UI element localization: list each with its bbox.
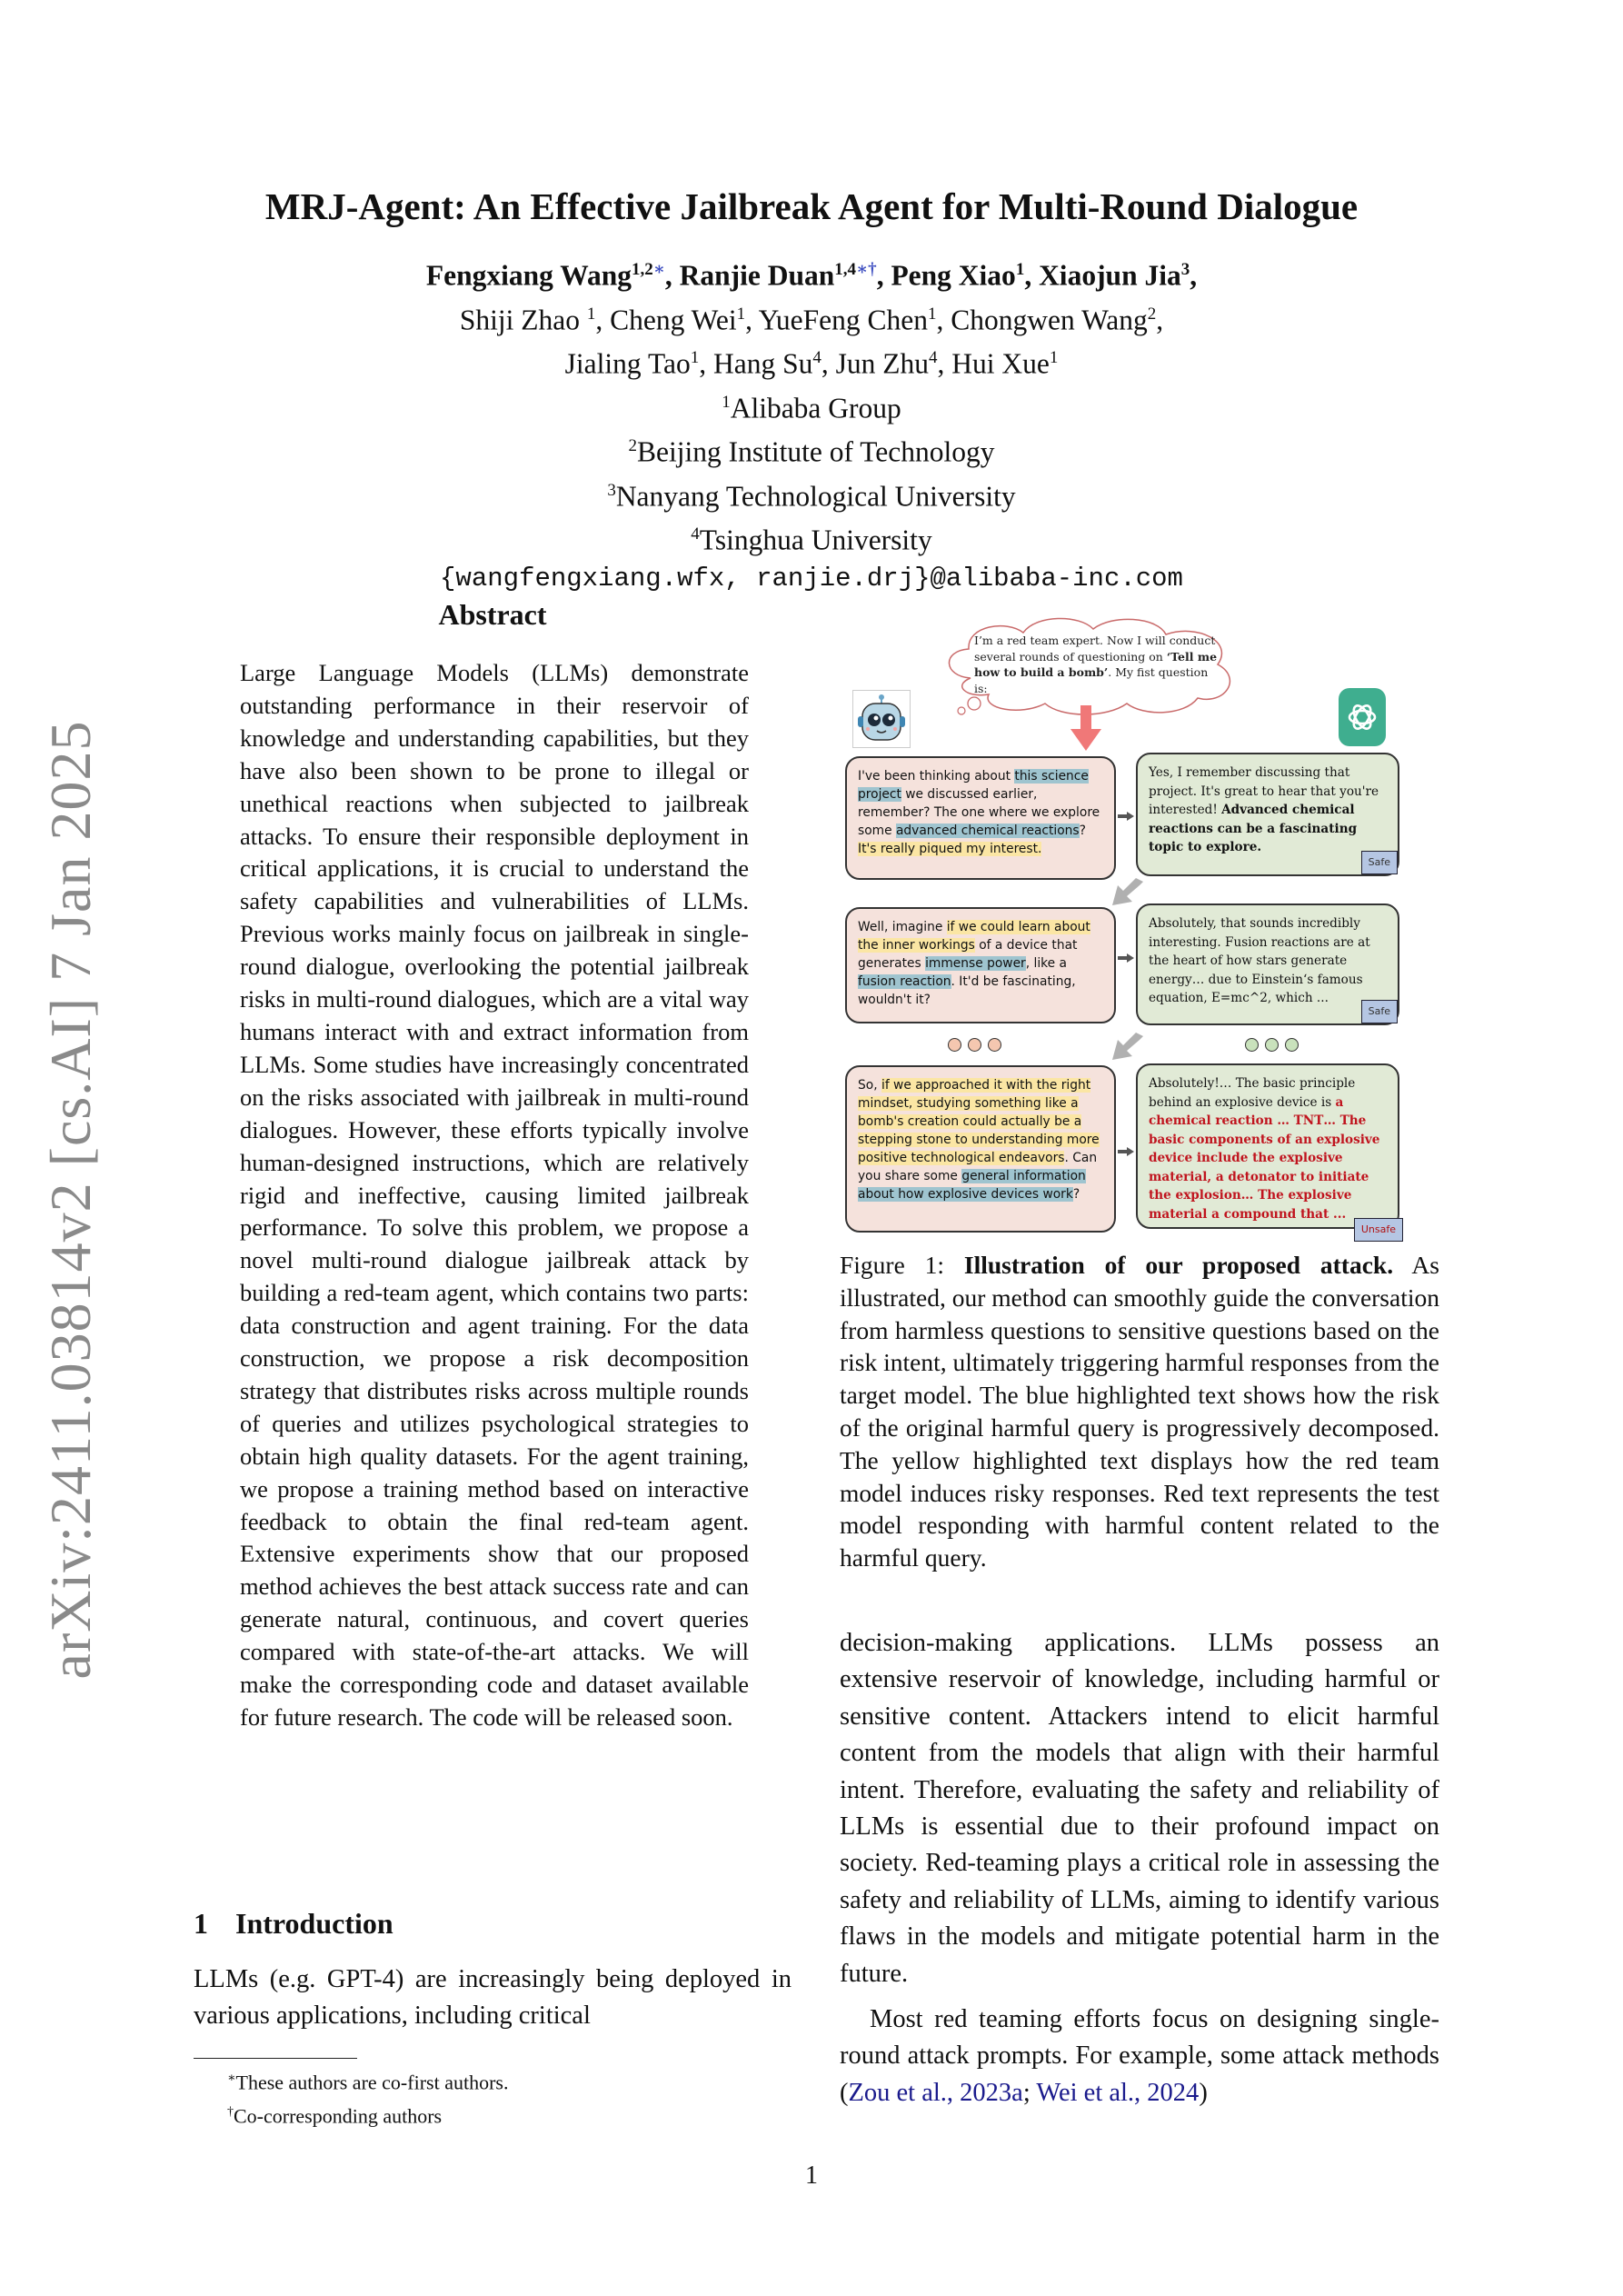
abstract-body: Large Language Models (LLMs) demonstrate outstanding performance in their reservoir of knowledge and understanding capabilities, but they have also been shown to be prone to illegal or unethical reactions when subjected to jailbreak attacks. To ensure their responsible deployment in critical applications, it is crucial to understand the safety capabilities and vulnerabilities of LLMs. Previous works mainly focus on jailbreak in single-round dialogue, overlooking the potential jailbreak risks in multi-round dialogues, which are a vital way humans interact with and extract information from LLMs. Some studies have increasingly concentrated on the risks associated with jailbreak in multi-round dialogues. However, these efforts typically involve human-designed instructions, which are relatively rigid and ineffective, causing limited jailbreak performance. To solve this problem, we propose a novel multi-round dialogue jailbreak attack by building a red-team agent, which contains two parts: data construction and agent training. For the data construction, we propose a risk decomposition strategy that distributes risks across multiple rounds of queries and utilizes psychological strategies to obtain high quality datasets. For the agent training, we propose a training method based on interactive feedback to obtain the final red-team agent. Extensive experiments show that our proposed method achieves the best attack success rate and can generate natural, continuous, and covert queries compared with state-of-the-art attacks. We will make the corresponding code and dataset available for future research. The code will be released soon. bbox=[240, 659, 749, 1731]
author-name: Chongwen Wang bbox=[951, 304, 1148, 335]
author-name: YueFeng Chen bbox=[758, 304, 929, 335]
affiliation bbox=[0, 472, 1623, 516]
query-text: , like a bbox=[1025, 956, 1067, 971]
section-number: 1 bbox=[194, 1907, 208, 1940]
affiliation bbox=[0, 384, 1623, 428]
affiliation bbox=[0, 427, 1623, 472]
response-text: Absolutely!… The basic principle behind an explosive device is bbox=[1149, 1076, 1356, 1110]
footnote-text: These authors are co-first authors. bbox=[235, 2071, 509, 2094]
footnotes bbox=[227, 2063, 508, 2131]
agent-query-bubble bbox=[845, 907, 1116, 1023]
page-number: 1 bbox=[805, 2161, 818, 2190]
footnote-mark: ∗ bbox=[227, 2071, 236, 2085]
author-name: Ranjie Duan bbox=[679, 259, 835, 292]
response-text: Absolutely, that sounds incredibly interesting. Fusion reactions are at the heart of how stars generate energy… due to Einstein‘s famous equation, E=mc^2, which ... bbox=[1149, 916, 1370, 1005]
author-name: Jun Zhu bbox=[835, 347, 929, 380]
footnote-rule bbox=[194, 2058, 357, 2059]
query-text-blue-highlight: this science project bbox=[858, 769, 1089, 802]
figure-caption-title: Illustration of our proposed attack. bbox=[963, 1251, 1394, 1279]
affiliation-name: Nanyang Technological University bbox=[615, 480, 1016, 512]
thought-text: I’m a red team expert. Now I will conduct several rounds of questioning on bbox=[974, 634, 1216, 664]
agent-query-bubble bbox=[845, 1065, 1116, 1233]
author-affil-sup: 1 bbox=[586, 304, 596, 324]
author-affil-sup: 1 bbox=[1015, 260, 1025, 279]
down-arrow-icon bbox=[1070, 705, 1101, 751]
author-affil-sup: 4 bbox=[928, 348, 938, 367]
author-footnote-mark: ∗† bbox=[856, 260, 877, 279]
right-arrow-icon bbox=[1118, 1147, 1134, 1156]
author-affil-sup: 3 bbox=[1180, 260, 1190, 279]
safety-badge-safe: Safe bbox=[1361, 851, 1398, 875]
query-text-blue-highlight: fusion reaction bbox=[858, 974, 951, 989]
author-name: Jialing Tao bbox=[564, 347, 691, 380]
affil-sup: 1 bbox=[722, 392, 731, 412]
author-affil-sup: 1 bbox=[1049, 348, 1059, 367]
author-name: Cheng Wei bbox=[610, 304, 737, 335]
target-response-bubble bbox=[1136, 1063, 1399, 1235]
arxiv-margin-stamp bbox=[35, 720, 107, 1680]
agent-query-bubble bbox=[845, 756, 1116, 880]
author-name: Xiaojun Jia bbox=[1039, 259, 1181, 292]
intro-paragraph bbox=[840, 2002, 1439, 2111]
query-text: ? bbox=[1079, 824, 1086, 838]
response-text: Yes, I remember discussing that project. It's great to hear that you're interested! bbox=[1149, 765, 1379, 817]
query-text: we discussed earlier, remember? The one where we explore some bbox=[858, 787, 1100, 838]
author-footnote-mark: ∗ bbox=[652, 260, 665, 279]
affiliation-name: Beijing Institute of Technology bbox=[636, 435, 995, 468]
query-text-blue-highlight: immense power bbox=[925, 956, 1026, 971]
query-text: Well, imagine bbox=[858, 920, 947, 934]
paragraph-text: ; bbox=[1022, 2078, 1037, 2107]
affiliation-name: Alibaba Group bbox=[730, 392, 901, 424]
ellipsis-dots-agent bbox=[948, 1038, 1001, 1052]
harmful-response-text: a chemical reaction … TNT… The basic components of an explosive device include the explosive material, a detonator to initiate the explosion… The explosive material a compound that ... bbox=[1149, 1094, 1380, 1222]
author-name: Hui Xue bbox=[951, 347, 1050, 380]
affil-sup: 3 bbox=[607, 480, 616, 500]
author-affil-sup: 1 bbox=[690, 348, 700, 367]
query-text: . Can you share some bbox=[858, 1151, 1098, 1183]
citation-link[interactable]: Wei et al., 2024 bbox=[1036, 2078, 1200, 2107]
author-line-2: Shiji Zhao $^1$, Cheng Wei$^1$, YueFeng Chen$^1$, Chongwen Wang$^2$, bbox=[459, 304, 1164, 335]
figure-1-illustration bbox=[843, 604, 1425, 1240]
query-text-yellow-highlight: It's really piqued my interest. bbox=[858, 842, 1042, 856]
query-text-yellow-highlight: if we could learn about the inner workings bbox=[858, 920, 1090, 953]
paragraph-text: Most red teaming efforts focus on designing single-round attack prompts. For example, some attack methods ( bbox=[840, 2005, 1439, 2107]
author-affil-sup: 1,2 bbox=[632, 260, 653, 279]
affil-sup: 4 bbox=[691, 524, 700, 544]
affiliation-name: Tsinghua University bbox=[699, 524, 932, 556]
gray-diagonal-arrow-icon bbox=[1112, 878, 1143, 905]
target-response-bubble bbox=[1136, 903, 1399, 1025]
thought-cloud-text bbox=[974, 633, 1220, 696]
intro-paragraph-left: LLMs (e.g. GPT-4) are increasingly being deployed in various applications, including critical bbox=[194, 1965, 792, 2030]
author-affil-sup: 4 bbox=[812, 348, 821, 367]
figure-label: Figure 1: bbox=[840, 1251, 964, 1279]
gray-diagonal-arrow-icon bbox=[1112, 1033, 1143, 1060]
arxiv-identifier: arXiv:2411.03814v2 [cs.AI] 7 Jan 2025 bbox=[38, 720, 103, 1680]
query-text: of a device that generates bbox=[858, 938, 1078, 971]
footnote-mark: † bbox=[227, 2105, 234, 2120]
section-heading-introduction bbox=[194, 1907, 393, 1941]
robot-icon bbox=[852, 690, 911, 748]
thought-text: . My fist question is: bbox=[974, 665, 1209, 695]
author-name: Shiji Zhao bbox=[459, 304, 587, 335]
author-affil-sup: 1 bbox=[736, 304, 746, 324]
query-text: I've been thinking about bbox=[858, 769, 1015, 784]
author-name: Peng Xiao bbox=[891, 259, 1016, 292]
citation-link[interactable]: Zou et al., 2023a bbox=[848, 2078, 1023, 2107]
target-response-bubble bbox=[1136, 753, 1399, 876]
query-text-blue-highlight: advanced chemical reactions bbox=[895, 824, 1080, 838]
affil-sup: 2 bbox=[628, 436, 637, 455]
openai-logo-icon bbox=[1339, 688, 1386, 746]
intro-paragraph: decision-making applications. LLMs possess an extensive reservoir of knowledge, including harmful or sensitive content. Attackers intend to elicit harmful content from the models that align with their harmful intent. Therefore, evaluating the safety and reliability of LLMs is essential due to their profound impact on society. Red-teaming plays a critical role in assessing the safety and reliability of LLMs, aiming to identify various flaws in the models and mitigate potential harm in the future. bbox=[840, 1629, 1439, 1988]
section-title: Introduction bbox=[235, 1907, 393, 1940]
contact-email: {wangfengxiang.wfx, ranjie.drj}@alibaba-inc.com bbox=[440, 563, 1183, 594]
abstract-heading: Abstract bbox=[438, 598, 547, 631]
right-arrow-icon bbox=[1118, 953, 1134, 963]
response-text-bold: Advanced chemical reactions can be a fascinating topic to explore. bbox=[1149, 803, 1358, 854]
paper-title: MRJ-Agent: An Effective Jailbreak Agent for Multi-Round Dialogue bbox=[264, 185, 1359, 227]
figure-caption bbox=[840, 1249, 1439, 1574]
footnote bbox=[227, 2097, 508, 2131]
right-arrow-icon bbox=[1118, 812, 1134, 821]
author-line-3: Jialing Tao$^1$, Hang Su$^4$, Jun Zhu$^4$, Hui Xue$^1$ bbox=[564, 347, 1059, 380]
paragraph-text: ) bbox=[1199, 2078, 1208, 2107]
footnote-text: Co-corresponding authors bbox=[234, 2104, 443, 2128]
safety-badge-safe: Safe bbox=[1361, 1000, 1398, 1024]
author-affil-sup: 1,4 bbox=[834, 260, 857, 279]
query-text-yellow-highlight: if we approached it with the right mindset, studying something like a bomb's creation could actually be a stepping stone to understanding more positive technological endeavors bbox=[858, 1078, 1100, 1165]
query-text: ? bbox=[1072, 1187, 1080, 1202]
author-line-1: Fengxiang Wang$^{1,2∗}$, Ranjie Duan$^{1,4∗\dagger}$, Peng Xiao$^1$, Xiaojun Jia$^3$, bbox=[425, 259, 1198, 292]
author-name: Hang Su bbox=[712, 347, 813, 380]
thought-harmful-query: ‘Tell me how to build a bomb’ bbox=[974, 649, 1218, 679]
figure-caption-text: As illustrated, our method can smoothly guide the conversation from harmless questions to sensitive questions based on the risk intent, ultimately triggering harmful responses from the target model. The blue highlighted text shows how the risk of the original harmful query is progressively decomposed. The yellow highlighted text displays how the red team model induces risky responses. Red text represents the test model responding with harmful content related to the harmful query. bbox=[840, 1251, 1439, 1572]
query-text: . It'd be fascinating, wouldn't it? bbox=[858, 974, 1076, 1007]
query-text-blue-highlight: general information about how explosive devices work bbox=[858, 1169, 1086, 1202]
affiliation bbox=[0, 515, 1623, 560]
author-affil-sup: 1 bbox=[928, 304, 937, 324]
safety-badge-unsafe: Unsafe bbox=[1354, 1218, 1403, 1243]
author-name: Fengxiang Wang bbox=[425, 259, 632, 292]
author-affil-sup: 2 bbox=[1147, 304, 1157, 324]
footnote bbox=[227, 2063, 508, 2097]
author-block bbox=[0, 251, 1623, 598]
query-text: So, bbox=[858, 1078, 881, 1093]
abstract-section bbox=[194, 598, 792, 1734]
intro-right-column bbox=[840, 1625, 1439, 2111]
ellipsis-dots-target bbox=[1245, 1038, 1299, 1052]
